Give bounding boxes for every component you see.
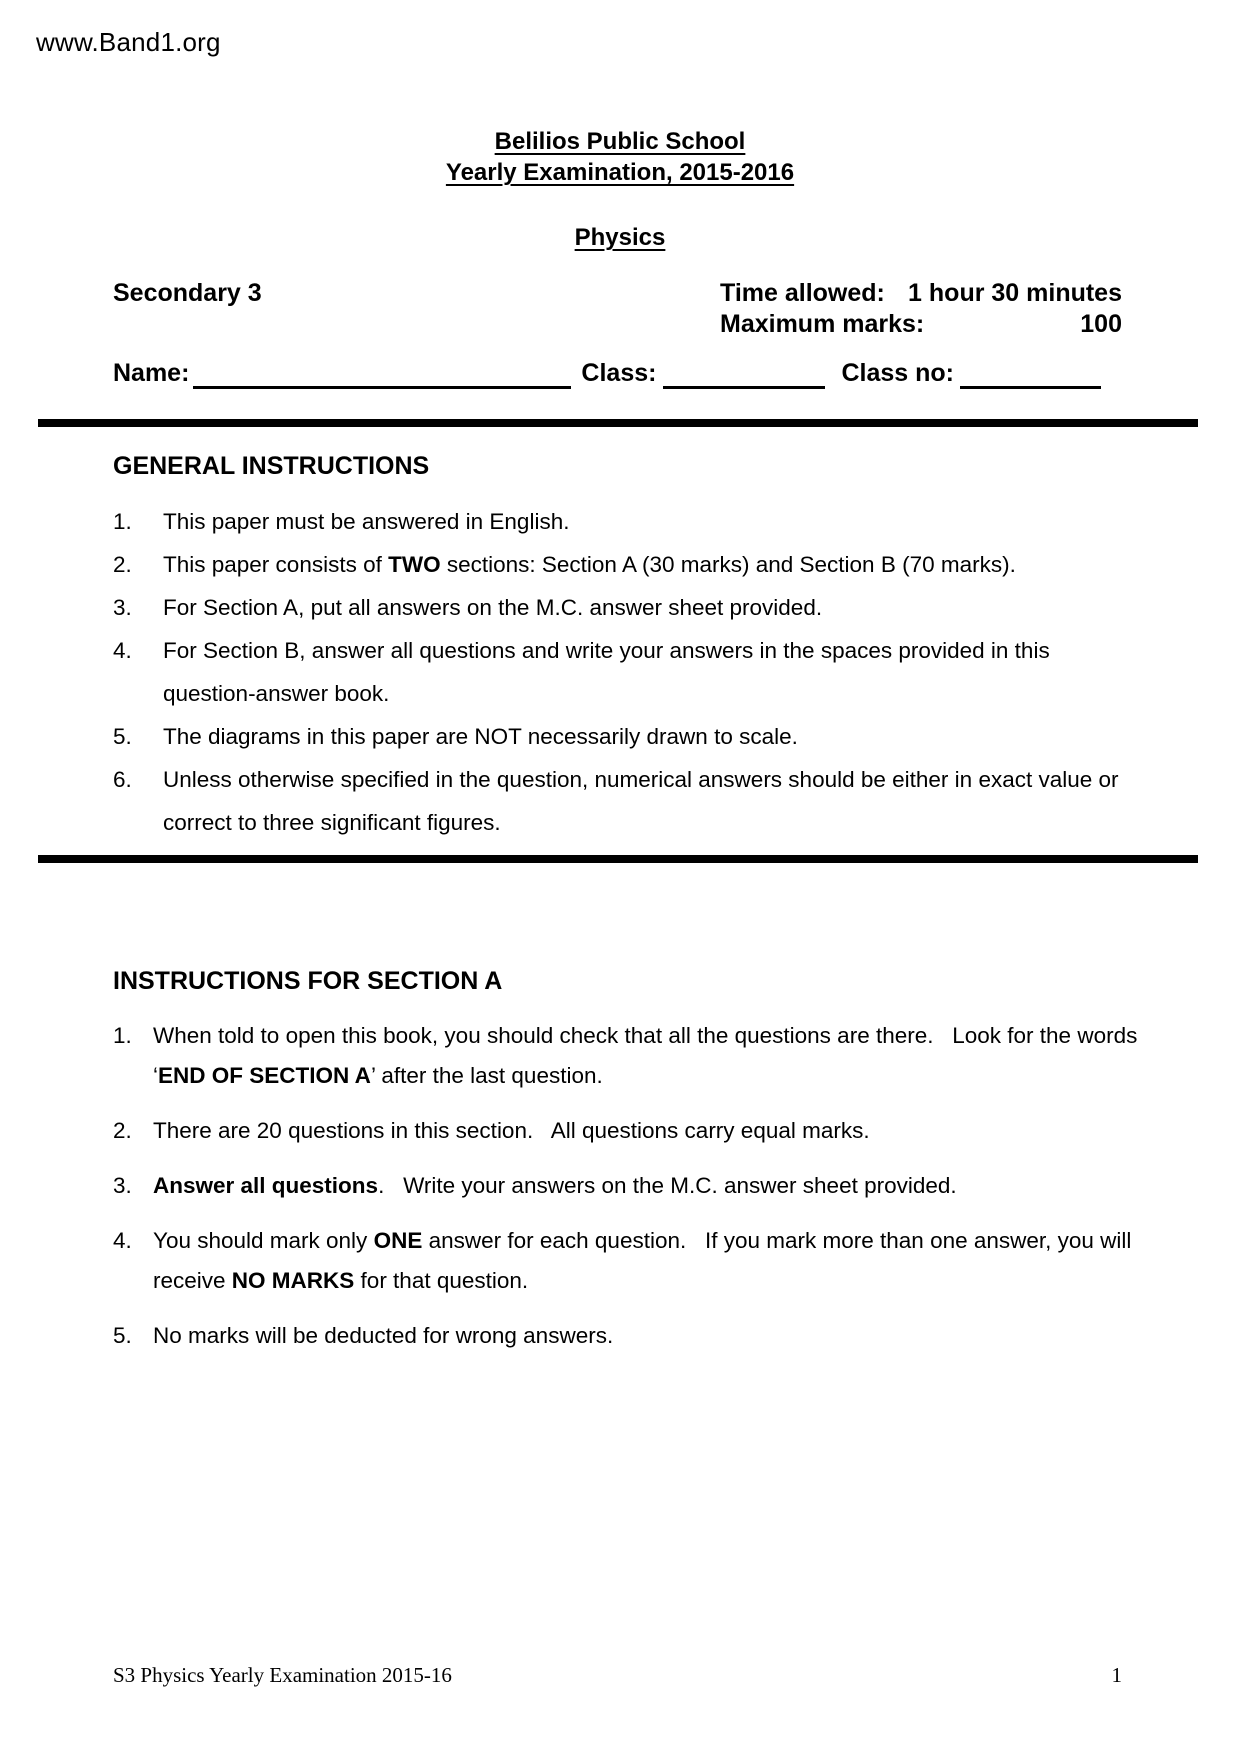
item-text: The diagrams in this paper are NOT necessarily drawn to scale. bbox=[163, 724, 798, 749]
class-no-label: Class no: bbox=[841, 359, 954, 387]
item-number: 1. bbox=[113, 1023, 132, 1048]
school-name: Belilios Public School bbox=[494, 128, 746, 155]
instruction-item bbox=[113, 500, 1123, 543]
page-footer bbox=[113, 1662, 1122, 1688]
item-number: 5. bbox=[113, 1323, 132, 1348]
watermark-text: www.Band1.org bbox=[36, 27, 221, 57]
instruction-item bbox=[113, 1111, 1158, 1151]
general-instructions-list bbox=[113, 500, 1123, 844]
time-allowed-label: Time allowed: bbox=[720, 279, 885, 307]
item-number: 4. bbox=[113, 1228, 132, 1253]
instruction-item bbox=[113, 1166, 1158, 1206]
item-text: There are 20 questions in this section. All questions carry equal marks. bbox=[153, 1118, 870, 1143]
item-number: 3. bbox=[113, 1173, 132, 1198]
section-a-instructions-list bbox=[113, 1016, 1158, 1371]
item-number: 3. bbox=[113, 595, 132, 620]
item-number: 2. bbox=[113, 1118, 132, 1143]
item-text: This paper consists of TWO sections: Section A (30 marks) and Section B (70 marks). bbox=[163, 552, 1016, 577]
item-number: 5. bbox=[113, 724, 132, 749]
time-marks-block bbox=[720, 278, 1122, 340]
class-label: Class: bbox=[581, 359, 657, 387]
instruction-item bbox=[113, 758, 1123, 844]
instruction-item bbox=[113, 1316, 1158, 1356]
section-divider-bottom bbox=[38, 855, 1198, 863]
subject-title: Physics bbox=[574, 224, 666, 251]
instruction-item bbox=[113, 629, 1123, 715]
item-number: 4. bbox=[113, 638, 132, 663]
instruction-item bbox=[113, 715, 1123, 758]
section-divider-top bbox=[38, 419, 1198, 427]
level-label: Secondary 3 bbox=[113, 279, 262, 307]
item-text: No marks will be deducted for wrong answers. bbox=[153, 1323, 614, 1348]
exam-title: Yearly Examination, 2015-2016 bbox=[445, 159, 795, 186]
name-label: Name: bbox=[113, 359, 190, 387]
class-blank bbox=[663, 357, 825, 389]
item-text: Answer all questions. Write your answers on the M.C. answer sheet provided. bbox=[153, 1173, 957, 1198]
item-text: This paper must be answered in English. bbox=[163, 509, 570, 534]
item-text: For Section B, answer all questions and write your answers in the spaces provided in this question-answer book. bbox=[163, 638, 1056, 706]
page-number: 1 bbox=[1111, 1663, 1122, 1687]
title-block bbox=[0, 126, 1240, 188]
class-no-blank bbox=[960, 357, 1101, 389]
item-number: 6. bbox=[113, 767, 132, 792]
general-instructions-title: GENERAL INSTRUCTIONS bbox=[113, 452, 430, 480]
name-blank bbox=[193, 357, 571, 389]
exam-info-row bbox=[113, 278, 1122, 340]
item-text: You should mark only ONE answer for each question. If you mark more than one answer, you will receive NO MARKS for that question. bbox=[153, 1228, 1138, 1293]
section-a-instructions-title: INSTRUCTIONS FOR SECTION A bbox=[113, 967, 503, 995]
item-text: When told to open this book, you should check that all the questions are there. Look for the words ‘END OF SECTION A’ after the last question. bbox=[153, 1023, 1144, 1088]
instruction-item bbox=[113, 1016, 1158, 1096]
item-number: 1. bbox=[113, 509, 132, 534]
time-allowed-value: 1 hour 30 minutes bbox=[908, 279, 1122, 307]
footer-text: S3 Physics Yearly Examination 2015-16 bbox=[113, 1663, 452, 1687]
item-number: 2. bbox=[113, 552, 132, 577]
instruction-item bbox=[113, 543, 1123, 586]
max-marks-value: 100 bbox=[1080, 310, 1122, 338]
instruction-item bbox=[113, 1221, 1158, 1301]
max-marks-label: Maximum marks: bbox=[720, 310, 925, 338]
instruction-item bbox=[113, 586, 1123, 629]
student-info-row bbox=[113, 357, 1122, 389]
item-text: For Section A, put all answers on the M.C. answer sheet provided. bbox=[163, 595, 823, 620]
item-text: Unless otherwise specified in the question, numerical answers should be either in exact value or correct to three significant figures. bbox=[163, 767, 1125, 835]
